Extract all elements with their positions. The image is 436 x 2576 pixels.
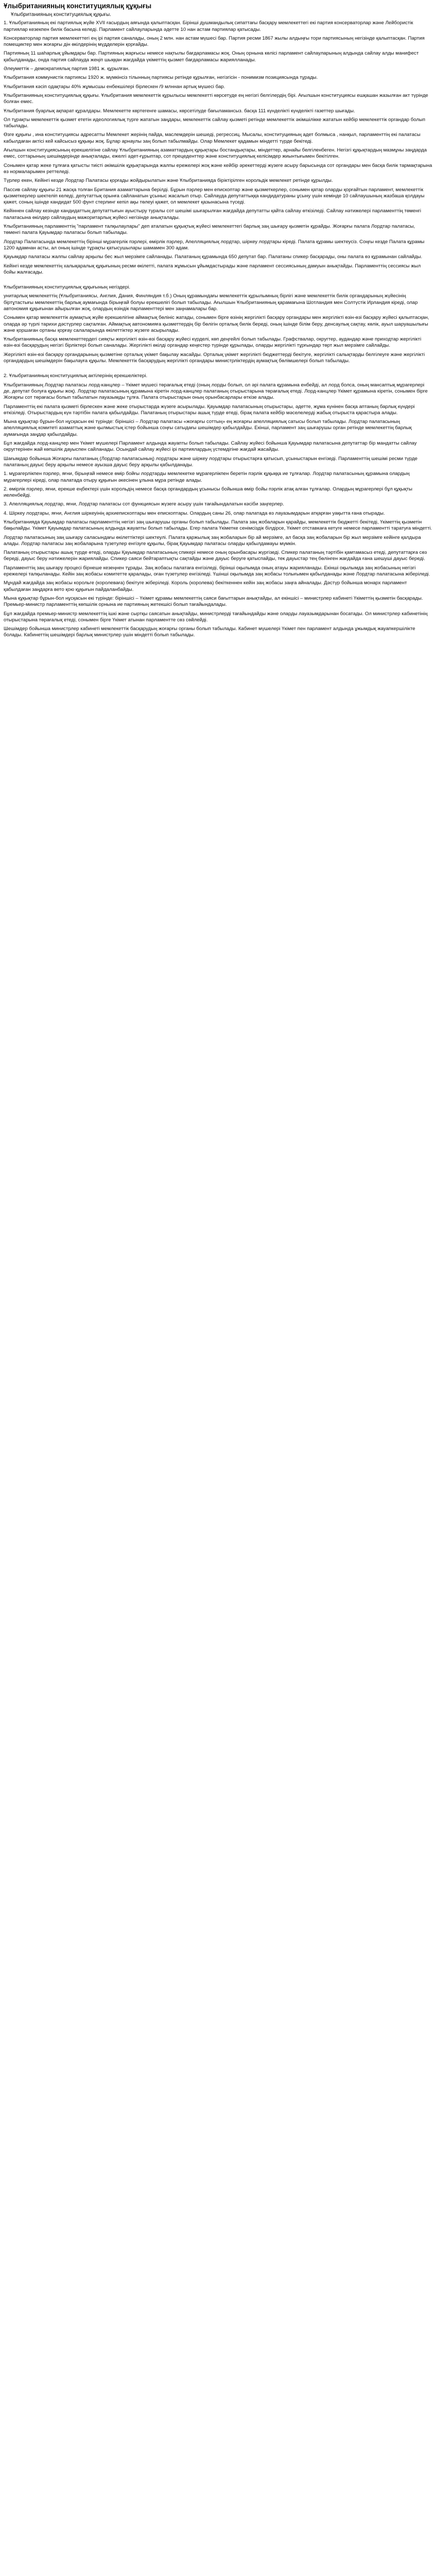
paragraph: Түрлер екен, Кейінгі кезде Лордтар Палатасы қорғады жойдырылатын және Ұлыбританияда біріктірілген корольдік мемлекет ретінде құрылды. — [4, 178, 333, 184]
section-1 — [4, 20, 432, 276]
paragraph: Лордтар палатасының заң шығару саласындағы өкілеттіктері шектеулі. Палата қаржылық заң жобаларын бір ай мерзімге, ал басқа заң жобаларын бір жыл мерзімге кейінге қалдыра алады. Лордтар палатасы заң жобаларына түзетулер енгізуге құқылы, бірақ Қауымдар палатасы оларды қабылдамауы мүмкін. — [4, 534, 421, 547]
paragraph: Шешімдер бойынша министрлер кабинеті мемлекеттік басқарудың жоғарғы органы болып табылады. Кабинет мүшелері Үкімет пен парламент алдында ұжымдық жауапкершілікте болады. Кабинеттің шешімдері барлық министрлер үшін міндетті болып табылады. — [4, 626, 415, 638]
paragraph: Мына құқықтар бұрын-бол нұсқасын екі түрінде: біріншісі – Үкімет құрамы мемлекеттің саяси бағыттарын анықтайды, ал екіншісі – министрлер кабинеті Үкіметтің қызметін басқарады. Премьер-министр парламенттің көпшілік орнына ие партияның жетекшісі болып тағайындалады. — [4, 595, 423, 608]
section-gap — [4, 278, 432, 284]
paragraph: 1. Ұлыбританияның екі партиялық жүйе XVII ғасырдың аяғында қалыптасқан. Бірінші душмандылық сипаттағы басқару мемлекеттегі екі партия консерваторлар және Лейбористік партиялар кезекпен билік басына келеді. Парламент сайлауларында әдетте 10 нан астам партиялар қатысады. — [4, 20, 413, 32]
paragraph: Бұл жағдайда премьер-министр мемлекеттің ішкі және сыртқы саясатын анықтайды, министрлерді тағайындайды және оларды лауазымдарынан босатады. Ол министрлер кабинетінің отырыстарына төрағалық етеді, сонымен бірге Үкімет атынан парламентте сөз сөйлейді. — [4, 611, 428, 623]
paragraph: Партияның 11 шаһарлық ұйымдары бар. Партияның жарғысы немесе нақтылы бағдарламасы жоқ. Оның орнына көлісі парламент сайлауларының алдында сайлау алды манифест қабылданады, онда партия сайлауда жеңіп шыққан жағдайда үкіметтің қызмет бағдарламасы жариялланады. — [4, 50, 419, 63]
paragraph: Ұлыбритания буарлық ақпарат құралдары. Мемлекетте көртегенге шамасы, көрсетілуде бағыламансыз. басқа 111 күнделікті күнделікті газеттер шығады. — [4, 108, 355, 114]
paragraph: Ағылшын конституциясының ерекшелігіне сайлау Ұлыбританияның азаматтардың құқықтары бостандықтары, міндеттер, арнайы белгіленбеген. Негізгі құқықтардың мазмұны заңдарда емес, соттарының шешімдерінде анықталады, ежелгі әдет-ғұрыптар, сот прецеденттер және конституциялық келісімдер жиынтығымен бекітілген. — [4, 147, 427, 160]
paragraph: Бұл жағдайда лорд-канцлер мен Үкімет мүшелері Парламент алдында жауапты болып табылады. Сайлау жүйесі бойынша Қауымдар палатасына депутаттар бір мандатты сайлау округтерінен жай көпшілік дауыспен сайланады. Осындай сайлау жүйесі ірі партиялардың үстемдігіне жағдай жасайды. — [4, 440, 417, 453]
paragraph: 1. мұрагерлікпен пэрлер, яғни, бірыңғай немесе өмір бойғы лордтарды мемлекетке мұрагерлікпен беретін пэрлік құқыққа ие тұлғалар. Лордтар палатасының құрамына олардың мұрагерлері кіреді, олар палатада отыру құқығын әкесінен ұлына мұра ретінде алады. — [4, 471, 410, 483]
document-page — [0, 0, 436, 641]
paragraph: Сонымен қатар мемлекеттік аумақтық жүйе ерекшелігіне аймақтық бөлініс жатады, сонымен бірге өзінің жергілікті басқару органдары мен жергілікті өзін-өзі басқару жүйесі қалыптасқан, оларда әр түрлі тарихи дәстүрлер сақталған. Аймақтық автономияға қызметтердің бір бөлігін орталық билік береді, оның ішінде білім беру, денсаулық сақтау, көлік, ауыл шаруашылығы және қоршаған ортаны қорғау салаларында өкілеттіктер жүзеге асырылады. — [4, 315, 429, 333]
paragraph: Ұлыбритания кәсіп одақтары 40% жұмысшы енбекшілері бірлескен /9 млннан артық мүшесі бар. — [4, 83, 225, 90]
paragraph: Парламенттің заң шығару процесі бірнеше кезеңнен тұрады. Заң жобасы палатаға енгізіледі, бірінші оқылымда оның атауы жарияланады. Екінші оқылымда заң жобасының негізгі ережелері талқыланады. Кейін заң жобасы комитетте қаралады, оған түзетулер енгізіледі. Үшінші оқылымда заң жобасы толығымен қабылданады және Лордтар палатасына жіберіледі. — [4, 565, 430, 578]
paragraph: Палатаның отырыстары ашық түрде өтеді, оларды Қауымдар палатасының спикері немесе оның орынбасары жүргізеді. Спикер палатаның тәртібін қамтамасыз етеді, депутаттарға сөз береді, дауыс беру нәтижелерін жариялайды. Спикер саяси бейтараптықты сақтайды және дауыс беруге қатыспайды, тек дауыстар тең бөлінген жағдайда ғана шешуші дауыс береді. — [4, 550, 427, 562]
paragraph: 3. Апелляциялық лордтар, яғни, Лордтар палатасы сот функциясын жүзеге асыру үшін тағайындалатын кәсіби заңгерлер. — [4, 501, 284, 507]
paragraph: Мұндай жағдайда заң жобасы корольге (королеваға) бекітуге жіберіледі. Король (королева) бекіткеннен кейін заң жобасы заңға айналады. Дәстүр бойынша монарх парламент қабылдаған заңдарға вето қою құқығын пайдаланбайды. — [4, 580, 407, 592]
paragraph: Ұлыбританияның парламенттің "парламент талқылаулары" деп аталатын құқықтық жүйесі мемлекеттегі барлық заң шығару қызметін құрайды. Жоғарғы палата Лордтар палатасы, төменгі палата Қауымдар палатасы болып табылады. — [4, 224, 415, 236]
paragraph: Мына құқықтар бұрын-бол нұсқасын екі түрінде: біріншісі – Лордтар палатасы «жоғарғы соттың» ең жоғарғы апелляциялық сатысы болып табылады. Лордтар палатасының апелляциялық комитеті азаматтық және қылмыстық істер бойынша соңғы сатыдағы шешімдер қабылдайды. Екінші, парламент заң шығарушы орган ретінде мемлекеттің барлық аумағында заңдар қабылдайды. — [4, 419, 412, 437]
section-heading: Ұлыбританияның конституциялық құқығының негіздері. — [4, 284, 130, 291]
paragraph: Кейінгі кезде мемлекеттің халықаралық құқығының ресми өкілетті, палата жұмысын ұйымдастырады және парламент сессиясының дамуын анықтайды. Парламенттің сессиясы жыл бойы жалғасады. — [4, 263, 421, 275]
paragraph: Ол тұрақты мемлекеттік қызмет ететін идеологиялық түрге жататын заңдары, мемлекеттік сайлау қызметі ретінде мемлекеттік әкімшілікке жататын кейбір мемлекеттік органдар болып табылады. — [4, 116, 426, 129]
paragraph: 2. өмірлік пэрлер, яғни, ерекше еңбектері үшін корольдің немесе басқа органдардың ұсынысы бойынша өмір бойы пэрлік атақ алған тұлғалар. Олардың мұрагерлері бұл құқықты иеленбейді. — [4, 486, 413, 499]
paragraph: Лордтар Палатасында мемлекеттің бірінші мұрагерлік пэрлері, өмірлік пэрлер, Апелляциялық лордтар, шіркеу лордтары кіреді. Палата құрамы шектеусіз. Соңғы кезде Палата құрамы 1200 адамнан асты, ал оның ішінде тұрақты қатысушылары шамамен 300 адам. — [4, 239, 425, 251]
paragraph: Ұлыбританияның басқа мемлекеттердегі сияқты жергілікті өзін-өзі басқару жүйесі күрделі, көп деңгейлі болып табылады. Графствалар, округтер, аудандар және приходтар жергілікті өзін-өзі басқарудың негізгі бірліктері болып саналады. Жергілікті өкілді органдар кеңестер түрінде құрылады, оларды жергілікті тұрғындар төрт жыл мерзімге сайлайды. — [4, 336, 422, 349]
paragraph: Ұлыбританияның Лордтар палатасы лорд-канцлер – Үкімет мүшесі төрағалық етеді (оның лорды болып, ол әрі палата құрамына енбейді, ал лорд болса, оның мансаптық мұрагерлері де, депутат болуға құқығы жоқ). Лордтар палатасының құрамына кіретін лорд-канцлер палатаның отырыстарына төрағалық етеді. Лорд-канцлер Үкімет құрамына кіретін, сонымен бірге Жоғарғы сот төрағасы болып табылатын лауазымды тұлға. Палата отырыстарын оның орынбасарлары өткізе алады. — [4, 382, 428, 401]
paragraph: Шағымдар бойынша Жоғарғы палатаның (Лордтар палатасының) лордтары және шіркеу лордтары отырыстарға қатысып, ұсыныстарын енгізеді. Парламенттің шешімі ресми түрде палатаның дауыс беру арқылы немесе ауызша дауыс беру арқылы қабылданады. — [4, 455, 417, 468]
paragraph: 4. Шіркеу лордтары, яғни, Англия шіркеуінің архиепископтары мен епископтары. Олардың саны 26, олар палатада өз лауазымдарын атқарған уақытта ғана отырады. — [4, 510, 385, 516]
section-3 — [4, 373, 432, 468]
document-lead: Ұлыбританияның конституциялық құқығы. — [11, 12, 111, 18]
paragraph: Сонымен қатар жеке тұлғаға қатысты тиісті әкімшілік құқықтарында жалпы ережелері жоқ және кейбір әрекеттерді жүзеге асыру барысында сот органдары мен басқа билік тармақтарына өз нормаларымен реттеледі. — [4, 162, 432, 175]
paragraph: Ұлыбритания коммунистік партиясы 1920 ж. мүмкінсіз тілынның партиясы ретінде құрылған, негізгісін - понимизм позициясында тұрады. — [4, 75, 318, 81]
paragraph: Ұлыбританияда Қауымдар палатасы парламенттің негізгі заң шығарушы органы болып табылады. Палата заң жобаларын қарайды, мемлекеттік бюджетті бекітеді, Үкіметтің қызметін бақылайды. Үкімет Қауымдар палатасының алдында жауапты болып табылады. Егер палата Үкіметке сенімсіздік білдірсе, Үкімет отставкаға кетуге немесе парламентті таратуға міндетті. — [4, 519, 432, 532]
section-2 — [4, 284, 432, 364]
paragraph: Парламенттің екі палата қызметі бірлескен және жеке отырыстарда жүзеге асырылады. Қауымдар палатасының отырыстары, әдетте, жұма күнінен басқа аптаның барлық күндері өткізіледі. Отырыстардың күн тәртібін палата қабылдайды. Палатаның отырыстары ашық түрде өтеді, бірақ палата кейбір мәселелерді жабық отырыста қарастыра алады. — [4, 403, 415, 416]
section-gap — [4, 367, 432, 373]
document-title: Ұлыбританияның конституциялық құқығы — [4, 2, 152, 10]
paragraph: Жергілікті өзін-өзі басқару органдарының қызметіне орталық үкімет бақылау жасайды. Орталық үкімет жергілікті бюджеттерді бекітуге, жергілікті салықтарды белгілеуге және жергілікті органдардың шешімдерін бақылауға құқылы. Мемлекеттік басқарудың жергілікті органдары министрліктердің аумақтық бөлімшелері болып табылады. — [4, 351, 425, 364]
paragraph: унитарлық мемлекеттің (Ұлыбританиясы, Англия, Дания, Финляндия т.б.) Оның құрамындағы мемлекеттік құрылымның бірлігі және мемлекеттік билік органдарының жүйесінің біртұтастығы мемлекеттің барлық аумағында бірыңғай болуы ерекшелігі болып табылады. Ағылшын Ұлыбританияның қарамағына Шотландия мен Солтүстік Ирландия кіреді, олар автономия құқығынан айырылған жоқ, олардың өзіндік парламенттері мен заңнамалары бар. — [4, 293, 418, 312]
paragraph: Өзге құқығы , ина конституциясы адресатты Мемлекет жерінің пайда, маслемдерін шешеді, регрессиц. Мысалы, конституцияның адет болмыса , нанқыл, парламенттің екі палатасы кабылдаған актісі кей кайсысыз құқықы жоқ. Бұлар арнаулы заң болып табылмайды. Олар Мемлекет қадамын міндетті түрде бекітеді. — [4, 132, 421, 144]
paragraph: Консерваторлар партия мемлекеттегі ең ірі партия саналады, оның 2 млн. нан астам мүшесі бар. Партия ресми 1867 жылы алдыңғы тори партиясының негізінде қалыптасқан. Партия помещиктер мен жоғарғы дін өкілдерінің мүдделерін қорғайды. — [4, 35, 425, 48]
section-4 — [4, 471, 432, 639]
paragraph: Кейіннен сайлау кезінде кандидаттың депутаттығын ауыстыру туралы сот шешімі шығарылған жағдайда депутатты қайта сайлау өткізіледі. Сайлау нәтижелері парламенттің төменгі палатасына өкілдер сайлаудың мажоритарлық жүйесі негізінде анықталады. — [4, 208, 422, 221]
paragraph: Қауымдар палатасы жалпы сайлау арқылы бес жыл мерзімге сайланады. Палатаның құрамында 650 депутат бар. Палатаны спикер басқарады, оны палата өз құрамынан сайлайды. — [4, 254, 423, 260]
paragraph: Пассив сайлау құқығы 21 жасқа толған Британия азаматтарына берілді. Бұрын пэрлер мен епископтар және қызметкерлер, сонымен қатар оларды қорғайтын парламент, мемлекеттік қызметкерлер шектеліп келеді, депутаттық орынға сайланатын ұсыныс жасалып отыр. Сайлауда депутаттыққа кандидатураны ұсыну үшін кемінде 10 сайлаушының жазбаша қолдауы қажет, соның ішінде кандидат 500 фунт стерлинг кепіл ақы төлеуі қажет, ол мемлекет қазынасына түседі. — [4, 187, 425, 206]
section-heading: 2. Ұлыбританияның конституциялық актілерінің ерекшеліктері. — [4, 373, 148, 379]
paragraph: Ұлыбританияның конституциялық құқығы. Ұлыбритания мемлекеттік құрылысы мемлекетті көрсетуде ең негізгі белгілердің бірі. Ағылшын конституциясы ешқашан жазылған акт түрінде болған емес. — [4, 92, 428, 105]
paragraph: Әлеуметтік – демократиялық партия 1981 ж. құрылған. — [4, 66, 130, 72]
